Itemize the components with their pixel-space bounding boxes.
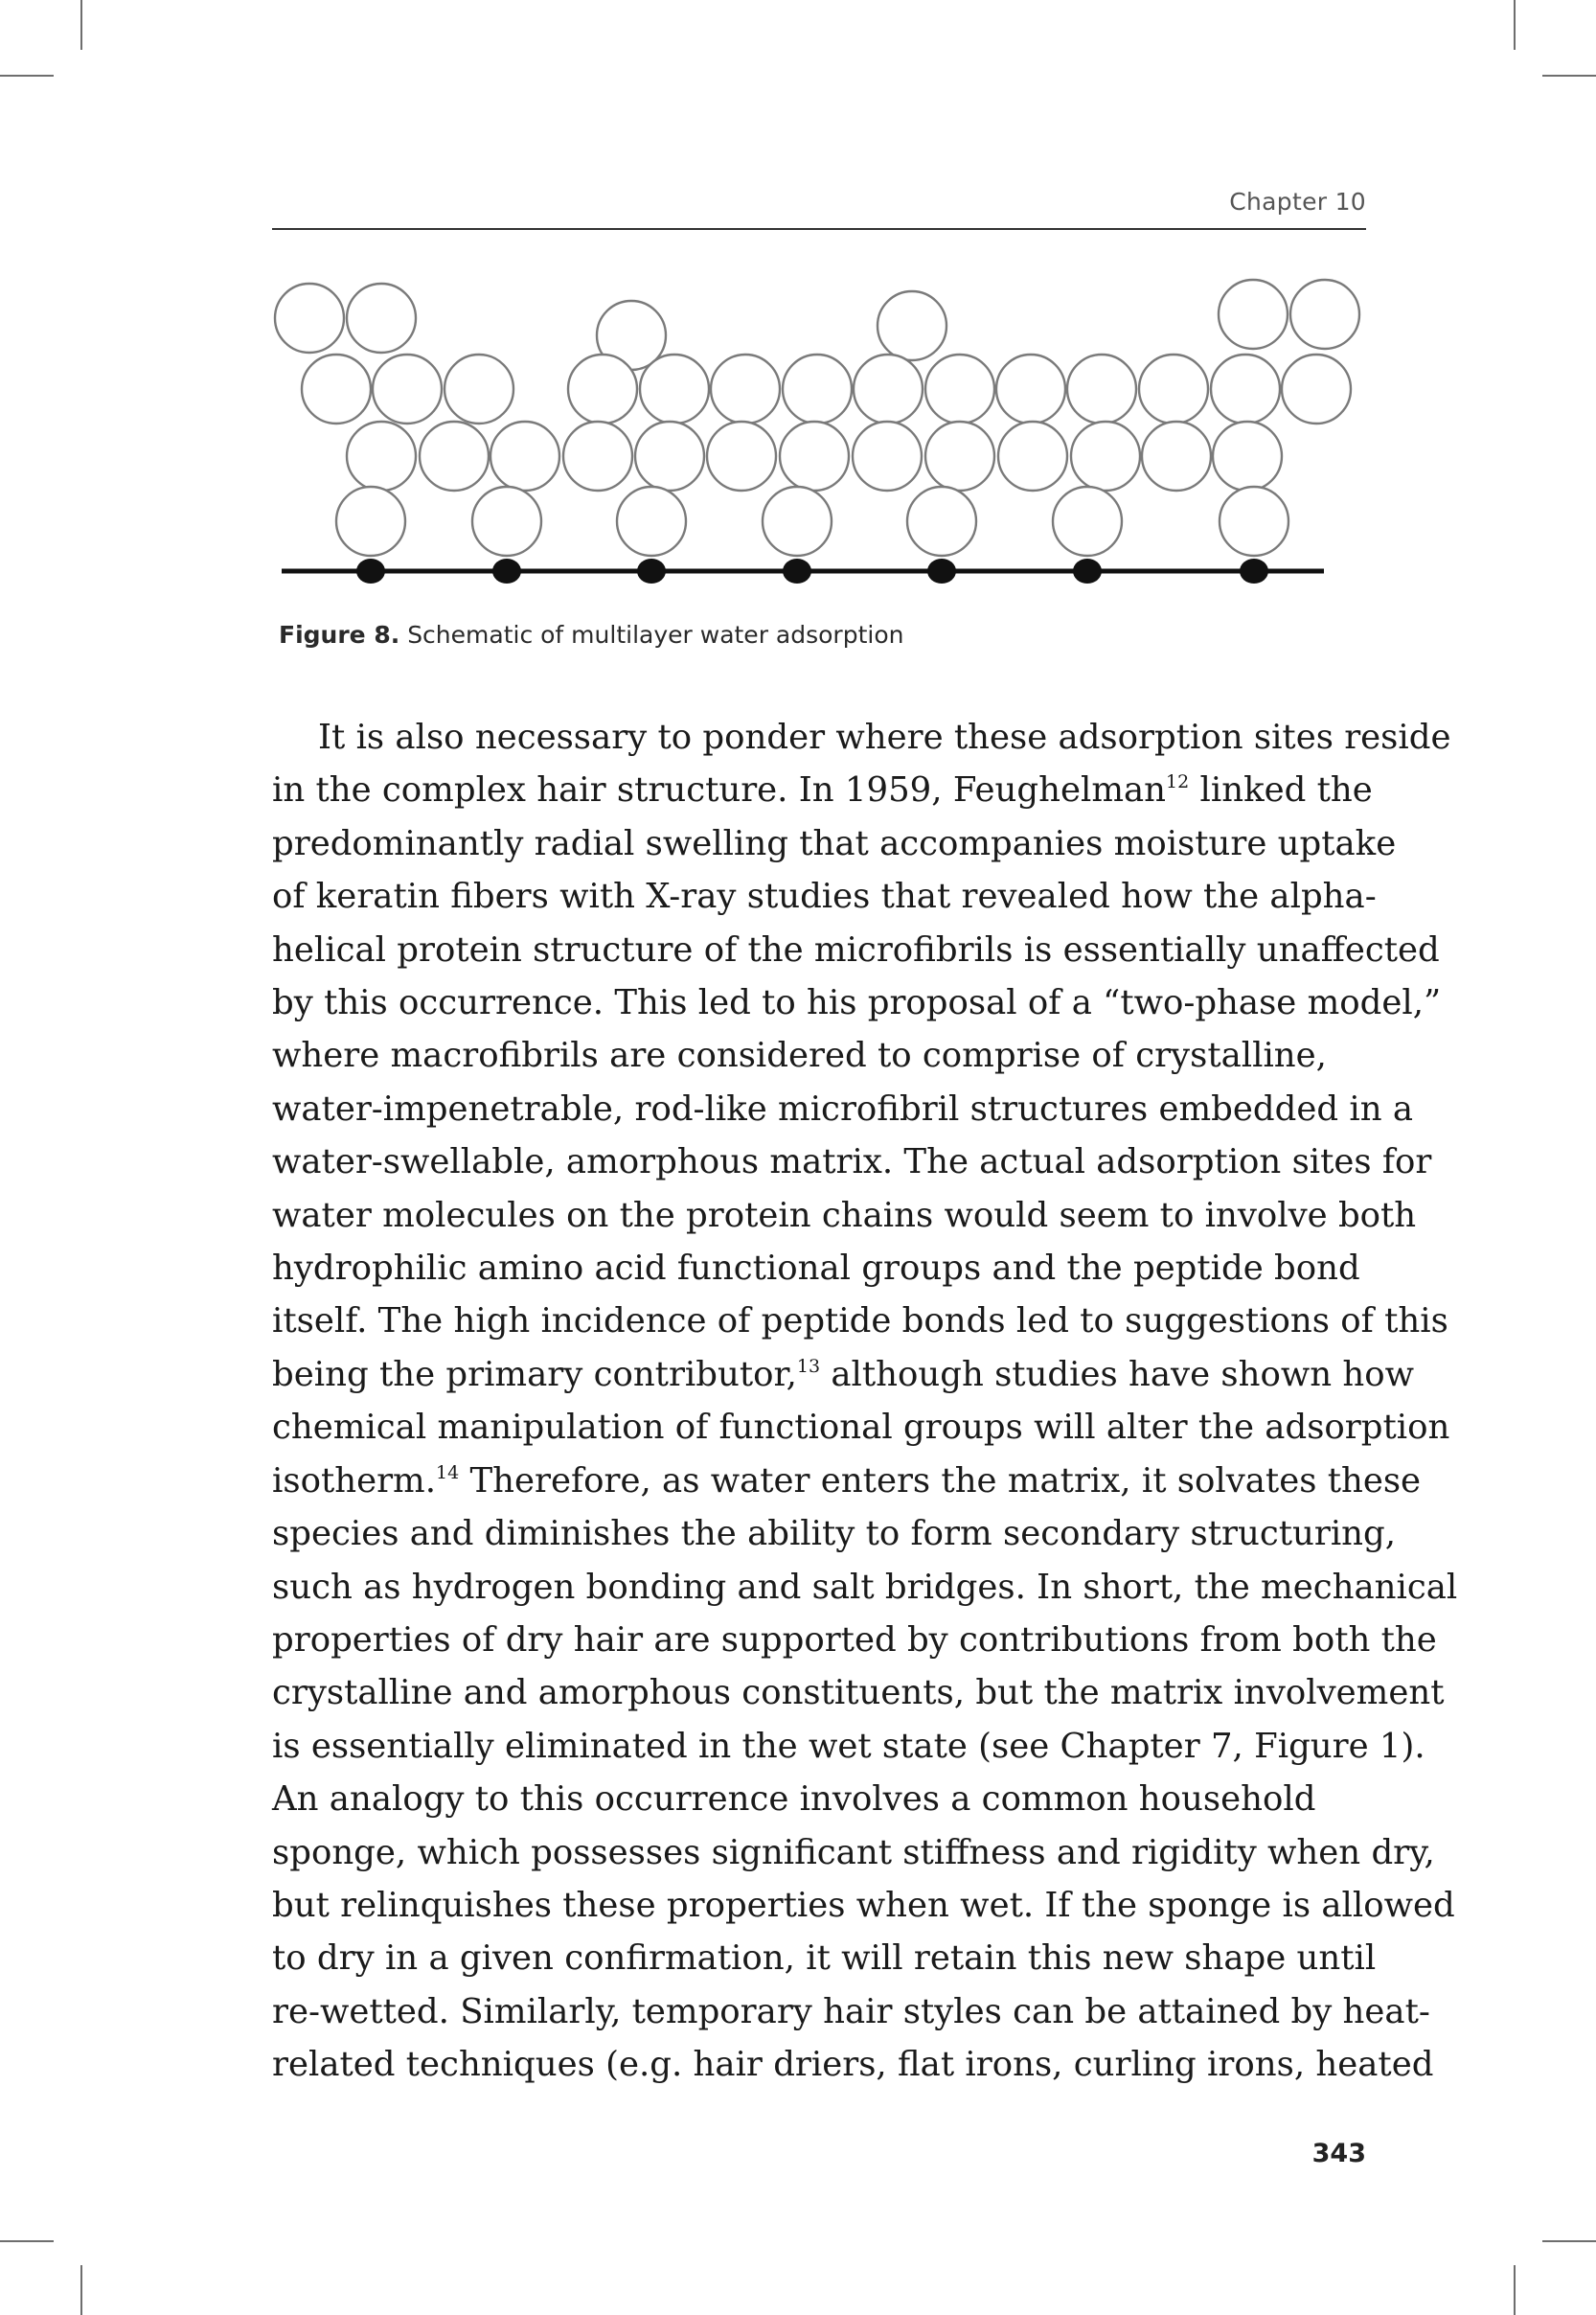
adsorption-site xyxy=(492,559,521,584)
text-run: itself. The high incidence of peptide bonds led to suggestions of this xyxy=(272,1301,1448,1341)
adsorption-site xyxy=(927,559,956,584)
text-run: water-impenetrable, rod-like microfibril structures embedded in a xyxy=(272,1089,1414,1129)
text-line xyxy=(272,1879,1455,1932)
water-molecule xyxy=(635,422,704,491)
text-run: of keratin fibers with X-ray studies that revealed how the alpha- xyxy=(272,877,1377,917)
figure-multilayer-adsorption xyxy=(272,270,1366,596)
water-molecule xyxy=(1142,422,1211,491)
water-molecule xyxy=(568,355,637,424)
adsorption-site xyxy=(1240,559,1268,584)
water-molecule xyxy=(1290,280,1359,349)
adsorption-site xyxy=(637,559,666,584)
text-line xyxy=(272,1720,1425,1773)
text-line xyxy=(272,924,1440,976)
crop-mark xyxy=(80,0,82,50)
text-run: It is also necessary to ponder where these adsorption sites reside xyxy=(318,718,1451,757)
text-line xyxy=(272,2038,1434,2091)
text-line xyxy=(272,1189,1417,1242)
text-line xyxy=(272,1295,1448,1347)
header-rule xyxy=(272,228,1366,230)
text-run: re-wetted. Similarly, temporary hair styles can be attained by heat- xyxy=(272,1991,1430,2031)
water-molecule xyxy=(878,291,946,360)
figure-caption-text: Schematic of multilayer water adsorption xyxy=(407,621,904,649)
text-line xyxy=(272,1826,1435,1879)
water-molecule xyxy=(302,355,371,424)
water-molecule xyxy=(1282,355,1351,424)
text-line xyxy=(272,817,1397,870)
text-line xyxy=(272,1666,1445,1719)
water-molecule xyxy=(420,422,489,491)
water-molecule xyxy=(275,284,344,353)
running-head: Chapter 10 xyxy=(1229,188,1366,216)
text-run: such as hydrogen bonding and salt bridges. In short, the mechanical xyxy=(272,1567,1458,1607)
text-run: species and diminishes the ability to form secondary structuring, xyxy=(272,1514,1397,1554)
citation-superscript: 14 xyxy=(436,1461,460,1483)
text-run: chemical manipulation of functional groups will alter the adsorption xyxy=(272,1408,1450,1448)
water-molecule xyxy=(1053,487,1122,556)
text-run: properties of dry hair are supported by contributions from both the xyxy=(272,1619,1437,1660)
water-molecule xyxy=(1139,355,1208,424)
water-molecule xyxy=(998,422,1067,491)
text-run: hydrophilic amino acid functional groups and the peptide bond xyxy=(272,1249,1360,1289)
text-run: sponge, which possesses significant stiffness and rigidity when dry, xyxy=(272,1832,1435,1872)
water-molecule xyxy=(854,355,923,424)
body-paragraph xyxy=(272,711,1458,2092)
text-run: by this occurrence. This led to his proposal of a “two-phase model,” xyxy=(272,983,1442,1023)
water-molecule xyxy=(640,355,709,424)
crop-mark xyxy=(0,75,54,77)
water-molecule xyxy=(763,487,832,556)
text-run: although studies have shown how xyxy=(820,1354,1415,1394)
water-molecule xyxy=(336,487,405,556)
water-molecule xyxy=(1219,280,1288,349)
text-run: is essentially eliminated in the wet state (see Chapter 7, Figure 1). xyxy=(272,1726,1425,1766)
text-line xyxy=(272,870,1377,923)
water-molecule xyxy=(1213,422,1282,491)
text-run: to dry in a given confirmation, it will retain this new shape until xyxy=(272,1938,1377,1979)
text-line xyxy=(272,1561,1458,1614)
crop-mark xyxy=(1514,0,1516,50)
text-line xyxy=(272,711,1451,764)
crop-mark xyxy=(0,2240,54,2242)
citation-superscript: 12 xyxy=(1166,771,1190,793)
text-line xyxy=(272,1985,1430,2038)
text-run: predominantly radial swelling that accompanies moisture uptake xyxy=(272,823,1397,863)
text-line xyxy=(272,1083,1414,1135)
water-molecule xyxy=(472,487,541,556)
water-molecule xyxy=(1067,355,1136,424)
text-run: being the primary contributor, xyxy=(272,1354,797,1394)
text-line xyxy=(272,1242,1366,1295)
water-molecule xyxy=(490,422,559,491)
water-molecule xyxy=(925,355,994,424)
water-molecule xyxy=(1211,355,1280,424)
adsorption-site xyxy=(1073,559,1102,584)
water-molecule xyxy=(707,422,776,491)
water-molecule xyxy=(853,422,922,491)
crop-mark xyxy=(1542,2240,1596,2242)
citation-superscript: 13 xyxy=(796,1355,821,1377)
text-line xyxy=(272,1029,1366,1082)
text-line xyxy=(272,1135,1432,1188)
text-run: related techniques (e.g. hair driers, flat irons, curling irons, heated xyxy=(272,2045,1434,2085)
text-line xyxy=(272,1773,1366,1825)
water-molecule xyxy=(373,355,442,424)
water-molecule xyxy=(563,422,632,491)
text-line xyxy=(272,1455,1422,1507)
figure-caption xyxy=(279,621,903,649)
text-run: An analogy to this occurrence involves a common household xyxy=(272,1779,1316,1820)
text-run: linked the xyxy=(1189,770,1373,811)
crop-mark xyxy=(80,2265,82,2315)
text-run: where macrofibrils are considered to comprise of crystalline, xyxy=(272,1036,1327,1076)
water-molecule xyxy=(907,487,976,556)
text-line xyxy=(272,1348,1415,1401)
text-line xyxy=(272,1932,1377,1984)
text-run: but relinquishes these properties when wet. If the sponge is allowed xyxy=(272,1885,1455,1925)
text-run: water-swellable, amorphous matrix. The actual adsorption sites for xyxy=(272,1142,1432,1182)
water-molecule xyxy=(347,284,416,353)
text-run: helical protein structure of the microfibrils is essentially unaffected xyxy=(272,929,1440,970)
text-line xyxy=(272,976,1442,1029)
text-run: crystalline and amorphous constituents, but the matrix involvement xyxy=(272,1673,1445,1713)
water-molecule xyxy=(780,422,849,491)
water-molecule xyxy=(617,487,686,556)
text-line xyxy=(272,1401,1450,1454)
text-run: isotherm. xyxy=(272,1460,436,1501)
text-run: in the complex hair structure. In 1959, Feughelman xyxy=(272,770,1167,811)
adsorption-site xyxy=(356,559,385,584)
water-molecule xyxy=(711,355,780,424)
water-molecule xyxy=(783,355,852,424)
text-run: Therefore, as water enters the matrix, it solvates these xyxy=(459,1460,1422,1501)
adsorption-schematic xyxy=(272,270,1366,596)
crop-mark xyxy=(1542,75,1596,77)
figure-label: Figure 8. xyxy=(279,621,400,649)
water-molecule xyxy=(445,355,513,424)
water-molecule xyxy=(1220,487,1288,556)
water-molecule xyxy=(1071,422,1140,491)
adsorption-site xyxy=(783,559,811,584)
text-line xyxy=(272,1507,1397,1560)
text-line xyxy=(272,1614,1437,1666)
text-line xyxy=(272,764,1373,816)
water-molecule xyxy=(347,422,416,491)
water-molecule xyxy=(925,422,994,491)
text-run: water molecules on the protein chains would seem to involve both xyxy=(272,1195,1417,1235)
page-number: 343 xyxy=(1311,2139,1366,2168)
crop-mark xyxy=(1514,2265,1516,2315)
water-molecule xyxy=(996,355,1065,424)
